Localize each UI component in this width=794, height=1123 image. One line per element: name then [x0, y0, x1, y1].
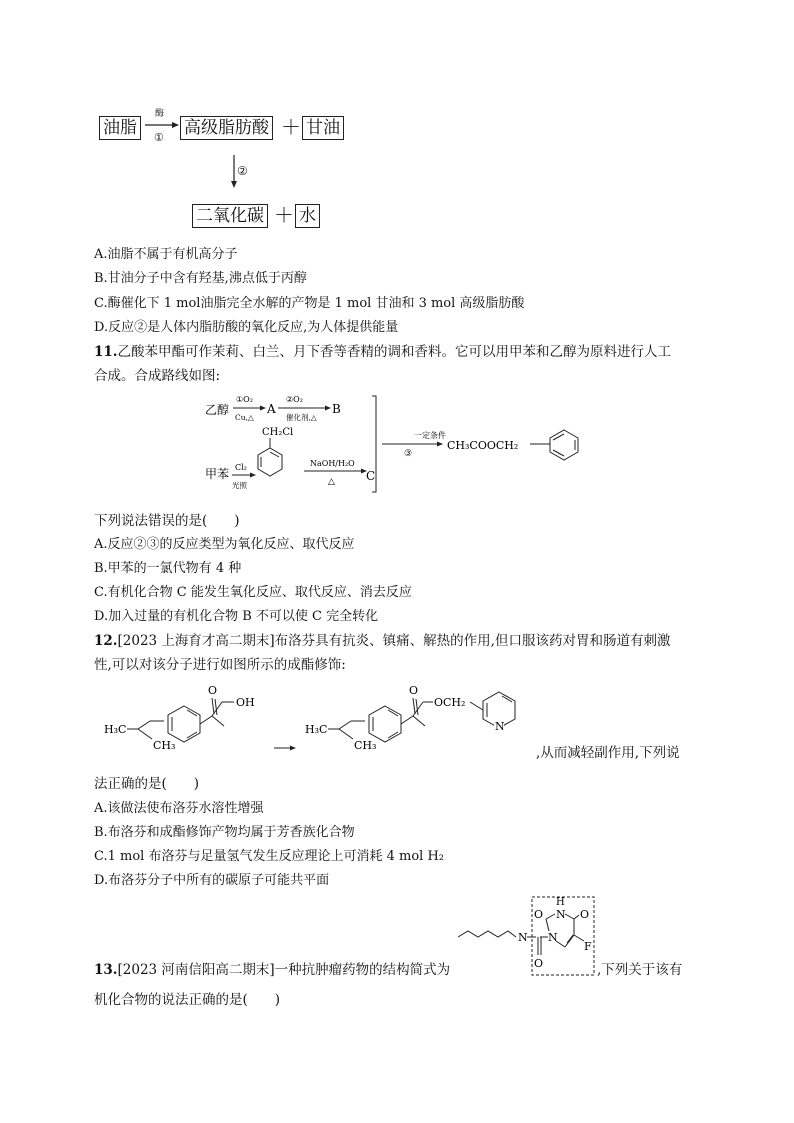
- q11-question: 下列说法错误的是( ): [94, 513, 240, 529]
- q12-stem-continuation: ,从而减轻副作用,下列说: [536, 745, 680, 761]
- q11-option-b: B.甲苯的一氯代物有 4 种: [94, 561, 242, 576]
- q10-option-b: B.甘油分子中含有羟基,沸点低于丙醇: [94, 271, 307, 286]
- ring-n: N: [548, 931, 558, 944]
- plus-sign-2: ＋: [274, 203, 294, 227]
- q11-stem-text: 乙酸苯甲酯可作茉莉、白兰、月下香等香精的调和香料。它可以用甲苯和乙醇为原料进行人工: [117, 344, 671, 360]
- q13-stem-line1: [94, 958, 450, 978]
- co2-box: 二氧化碳: [192, 204, 268, 228]
- fluorine: F: [584, 940, 592, 953]
- q12-option-a: A.该做法使布洛芬水溶性增强: [94, 801, 264, 816]
- ethanol-label: 乙醇: [205, 403, 230, 417]
- oil-box: 油脂: [99, 116, 141, 140]
- q12-stem-line2: 性,可以对该分子进行如图所示的成酯修饰:: [94, 657, 346, 673]
- q11-option-a: A.反应②③的反应类型为氧化反应、取代反应: [94, 537, 355, 552]
- q11-number: 11.: [94, 344, 118, 360]
- q12-option-d: D.布洛芬分子中所有的碳原子可能共平面: [94, 873, 330, 888]
- q13-stem-line2: 机化合物的说法正确的是( ): [94, 992, 281, 1008]
- q13-number: 13.: [94, 962, 118, 978]
- cl2-reagent: Cl₂: [235, 463, 247, 472]
- ibuprofen-carbonyl-o: O: [208, 684, 218, 697]
- q12-ester-modification-scheme: [100, 678, 540, 778]
- pyridine-n: N: [495, 720, 505, 733]
- q11-option-c: C.有机化合物 C 能发生氧化反应、取代反应、消去反应: [94, 585, 412, 600]
- ester-och2: OCH₂: [434, 696, 466, 709]
- q11-stem-line2: 合成。合成路线如图:: [94, 368, 221, 384]
- compound-a: A: [267, 402, 276, 416]
- amide-o: O: [534, 957, 544, 970]
- q12-stem-line1: [94, 629, 670, 649]
- ibuprofen-ch3: CH₃: [153, 739, 176, 752]
- r1-reagent: ①O₂: [236, 395, 253, 404]
- enzyme-label: 酶: [155, 109, 165, 119]
- hexyl-chain: [458, 931, 516, 937]
- r3-reagent: NaOH/H₂O: [310, 459, 355, 468]
- ibuprofen-ring: [168, 706, 200, 742]
- fatty-acid-box: 高级脂肪酸: [180, 116, 273, 140]
- ibuprofen-oh: OH: [236, 696, 255, 709]
- ester-benzene-ring: [369, 706, 401, 742]
- q11-stem-line1: [94, 340, 671, 360]
- q13-stem-text: [2023 河南信阳高二期末]一种抗肿瘤药物的结构简式为: [117, 962, 451, 978]
- q12-option-c: C.1 mol 布洛芬与足量氢气发生反应理论上可消耗 4 mol H₂: [94, 849, 444, 864]
- q11-synthesis-scheme: [200, 392, 600, 502]
- ibuprofen-h3c: H₃C: [104, 723, 127, 736]
- ester-carbonyl-o: O: [409, 684, 419, 697]
- q10-option-c: C.酶催化下 1 mol油脂完全水解的产物是 1 mol 甘油和 3 mol 高级脂肪酸: [94, 296, 525, 311]
- q11-option-d: D.加入过量的有机化合物 B 不可以使 C 完全转化: [94, 609, 379, 624]
- ring-o-left: O: [534, 908, 544, 921]
- r1-condition: Cu,△: [235, 413, 254, 422]
- light-condition: 光照: [232, 481, 247, 490]
- q12-stem-text: [2023 上海育才高二期末]布洛芬具有抗炎、镇痛、解热的作用,但口服该药对胃和肠道有刺激: [117, 633, 671, 649]
- plus-sign-1: ＋: [281, 115, 301, 139]
- ch2cl-group: CH₂Cl: [262, 427, 294, 438]
- q13-drug-structure: [456, 893, 598, 977]
- ring-o-right: O: [580, 908, 590, 921]
- compound-b: B: [332, 402, 341, 416]
- q13-stem-continuation: ,下列关于该有: [597, 962, 683, 978]
- r2-condition: 催化剂,△: [286, 413, 317, 422]
- water-box: 水: [295, 204, 320, 228]
- q12-option-b: B.布洛芬和成酯修饰产物均属于芳香族化合物: [94, 825, 355, 840]
- step1-label: ①: [154, 131, 164, 144]
- amide-n: N: [518, 931, 528, 944]
- ring-nh: N: [556, 908, 566, 921]
- nh-h: H: [556, 897, 565, 908]
- q12-number: 12.: [94, 633, 118, 649]
- r4-step: ③: [404, 449, 413, 459]
- r3-condition: △: [328, 477, 335, 487]
- q10-option-a: A.油脂不属于有机高分子: [94, 247, 238, 262]
- ester-ch3: CH₃: [354, 739, 377, 752]
- compound-c: C: [366, 469, 376, 483]
- q12-stem-line3: 法正确的是( ): [94, 776, 200, 792]
- product-formula: CH₃COOCH₂: [447, 439, 519, 452]
- r2-reagent: ②O₂: [286, 395, 303, 404]
- reaction-arrow-1: [144, 118, 180, 132]
- ester-h3c: H₃C: [305, 723, 328, 736]
- toluene-label: 甲苯: [205, 467, 230, 481]
- q10-option-d: D.反应②是人体内脂肪酸的氧化反应,为人体提供能量: [94, 320, 399, 335]
- r4-condition: 一定条件: [414, 431, 446, 440]
- step2-label: ②: [237, 164, 248, 178]
- glycerol-box: 甘油: [302, 116, 344, 140]
